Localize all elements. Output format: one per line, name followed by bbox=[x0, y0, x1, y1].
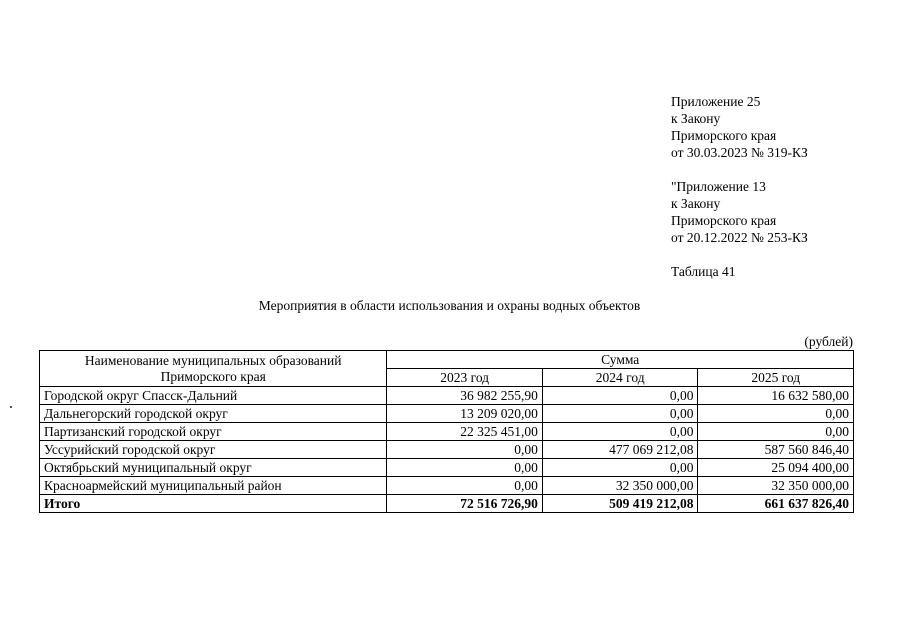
value-2025: 32 350 000,00 bbox=[698, 477, 854, 495]
table-row bbox=[40, 423, 854, 441]
value-2024: 0,00 bbox=[542, 387, 698, 405]
value-2024: 0,00 bbox=[542, 405, 698, 423]
appendix-line: от 30.03.2023 № 319-КЗ bbox=[671, 145, 808, 160]
value-2025: 16 632 580,00 bbox=[698, 387, 854, 405]
prev-appendix-line: от 20.12.2022 № 253-КЗ bbox=[671, 230, 808, 245]
value-2024: 477 069 212,08 bbox=[542, 441, 698, 459]
year-header-2024: 2024 год bbox=[542, 369, 698, 387]
total-2025: 661 637 826,40 bbox=[698, 495, 854, 513]
table-row bbox=[40, 405, 854, 423]
row-name: Дальнегорский городской округ bbox=[40, 405, 387, 423]
prev-appendix-line: "Приложение 13 bbox=[671, 179, 766, 194]
appendix-header bbox=[671, 93, 808, 161]
table-number: Таблица 41 bbox=[671, 264, 736, 279]
name-header-line2: Приморского края bbox=[160, 368, 266, 384]
year-header-2025: 2025 год bbox=[698, 369, 854, 387]
total-row bbox=[40, 495, 854, 513]
document-title-text: Мероприятия в области использования и охраны водных объектов bbox=[258, 298, 641, 313]
table-row bbox=[40, 441, 854, 459]
appendix-line: к Закону bbox=[671, 111, 721, 126]
funding-table bbox=[39, 350, 854, 513]
year-header-2023: 2023 год bbox=[387, 369, 543, 387]
row-name: Октябрьский муниципальный округ bbox=[40, 459, 387, 477]
value-2023: 36 982 255,90 bbox=[387, 387, 543, 405]
appendix-line: Приморского края bbox=[671, 128, 777, 143]
value-2023: 22 325 451,00 bbox=[387, 423, 543, 441]
value-2023: 0,00 bbox=[387, 459, 543, 477]
previous-appendix-header bbox=[671, 178, 808, 246]
prev-appendix-line: к Закону bbox=[671, 196, 721, 211]
name-header-line1: Наименование муниципальных образований bbox=[84, 352, 342, 368]
row-name: Партизанский городской округ bbox=[40, 423, 387, 441]
total-2023: 72 516 726,90 bbox=[387, 495, 543, 513]
sum-column-header: Сумма bbox=[387, 351, 854, 369]
table-row bbox=[40, 477, 854, 495]
value-2024: 0,00 bbox=[542, 423, 698, 441]
scan-speck bbox=[10, 406, 12, 408]
row-name: Красноармейский муниципальный район bbox=[40, 477, 387, 495]
value-2023: 13 209 020,00 bbox=[387, 405, 543, 423]
header-row bbox=[40, 351, 854, 369]
name-column-header bbox=[40, 351, 387, 387]
total-2024: 509 419 212,08 bbox=[542, 495, 698, 513]
value-2024: 32 350 000,00 bbox=[542, 477, 698, 495]
value-2024: 0,00 bbox=[542, 459, 698, 477]
total-label: Итого bbox=[40, 495, 387, 513]
value-2025: 25 094 400,00 bbox=[698, 459, 854, 477]
value-2023: 0,00 bbox=[387, 477, 543, 495]
table-row bbox=[40, 459, 854, 477]
value-2023: 0,00 bbox=[387, 441, 543, 459]
appendix-line: Приложение 25 bbox=[671, 94, 761, 109]
value-2025: 0,00 bbox=[698, 423, 854, 441]
row-name: Городской округ Спасск-Дальний bbox=[40, 387, 387, 405]
table-row bbox=[40, 387, 854, 405]
value-2025: 587 560 846,40 bbox=[698, 441, 854, 459]
value-2025: 0,00 bbox=[698, 405, 854, 423]
document-title bbox=[0, 298, 905, 314]
units-label: (рублей) bbox=[804, 334, 853, 349]
row-name: Уссурийский городской округ bbox=[40, 441, 387, 459]
prev-appendix-line: Приморского края bbox=[671, 213, 777, 228]
